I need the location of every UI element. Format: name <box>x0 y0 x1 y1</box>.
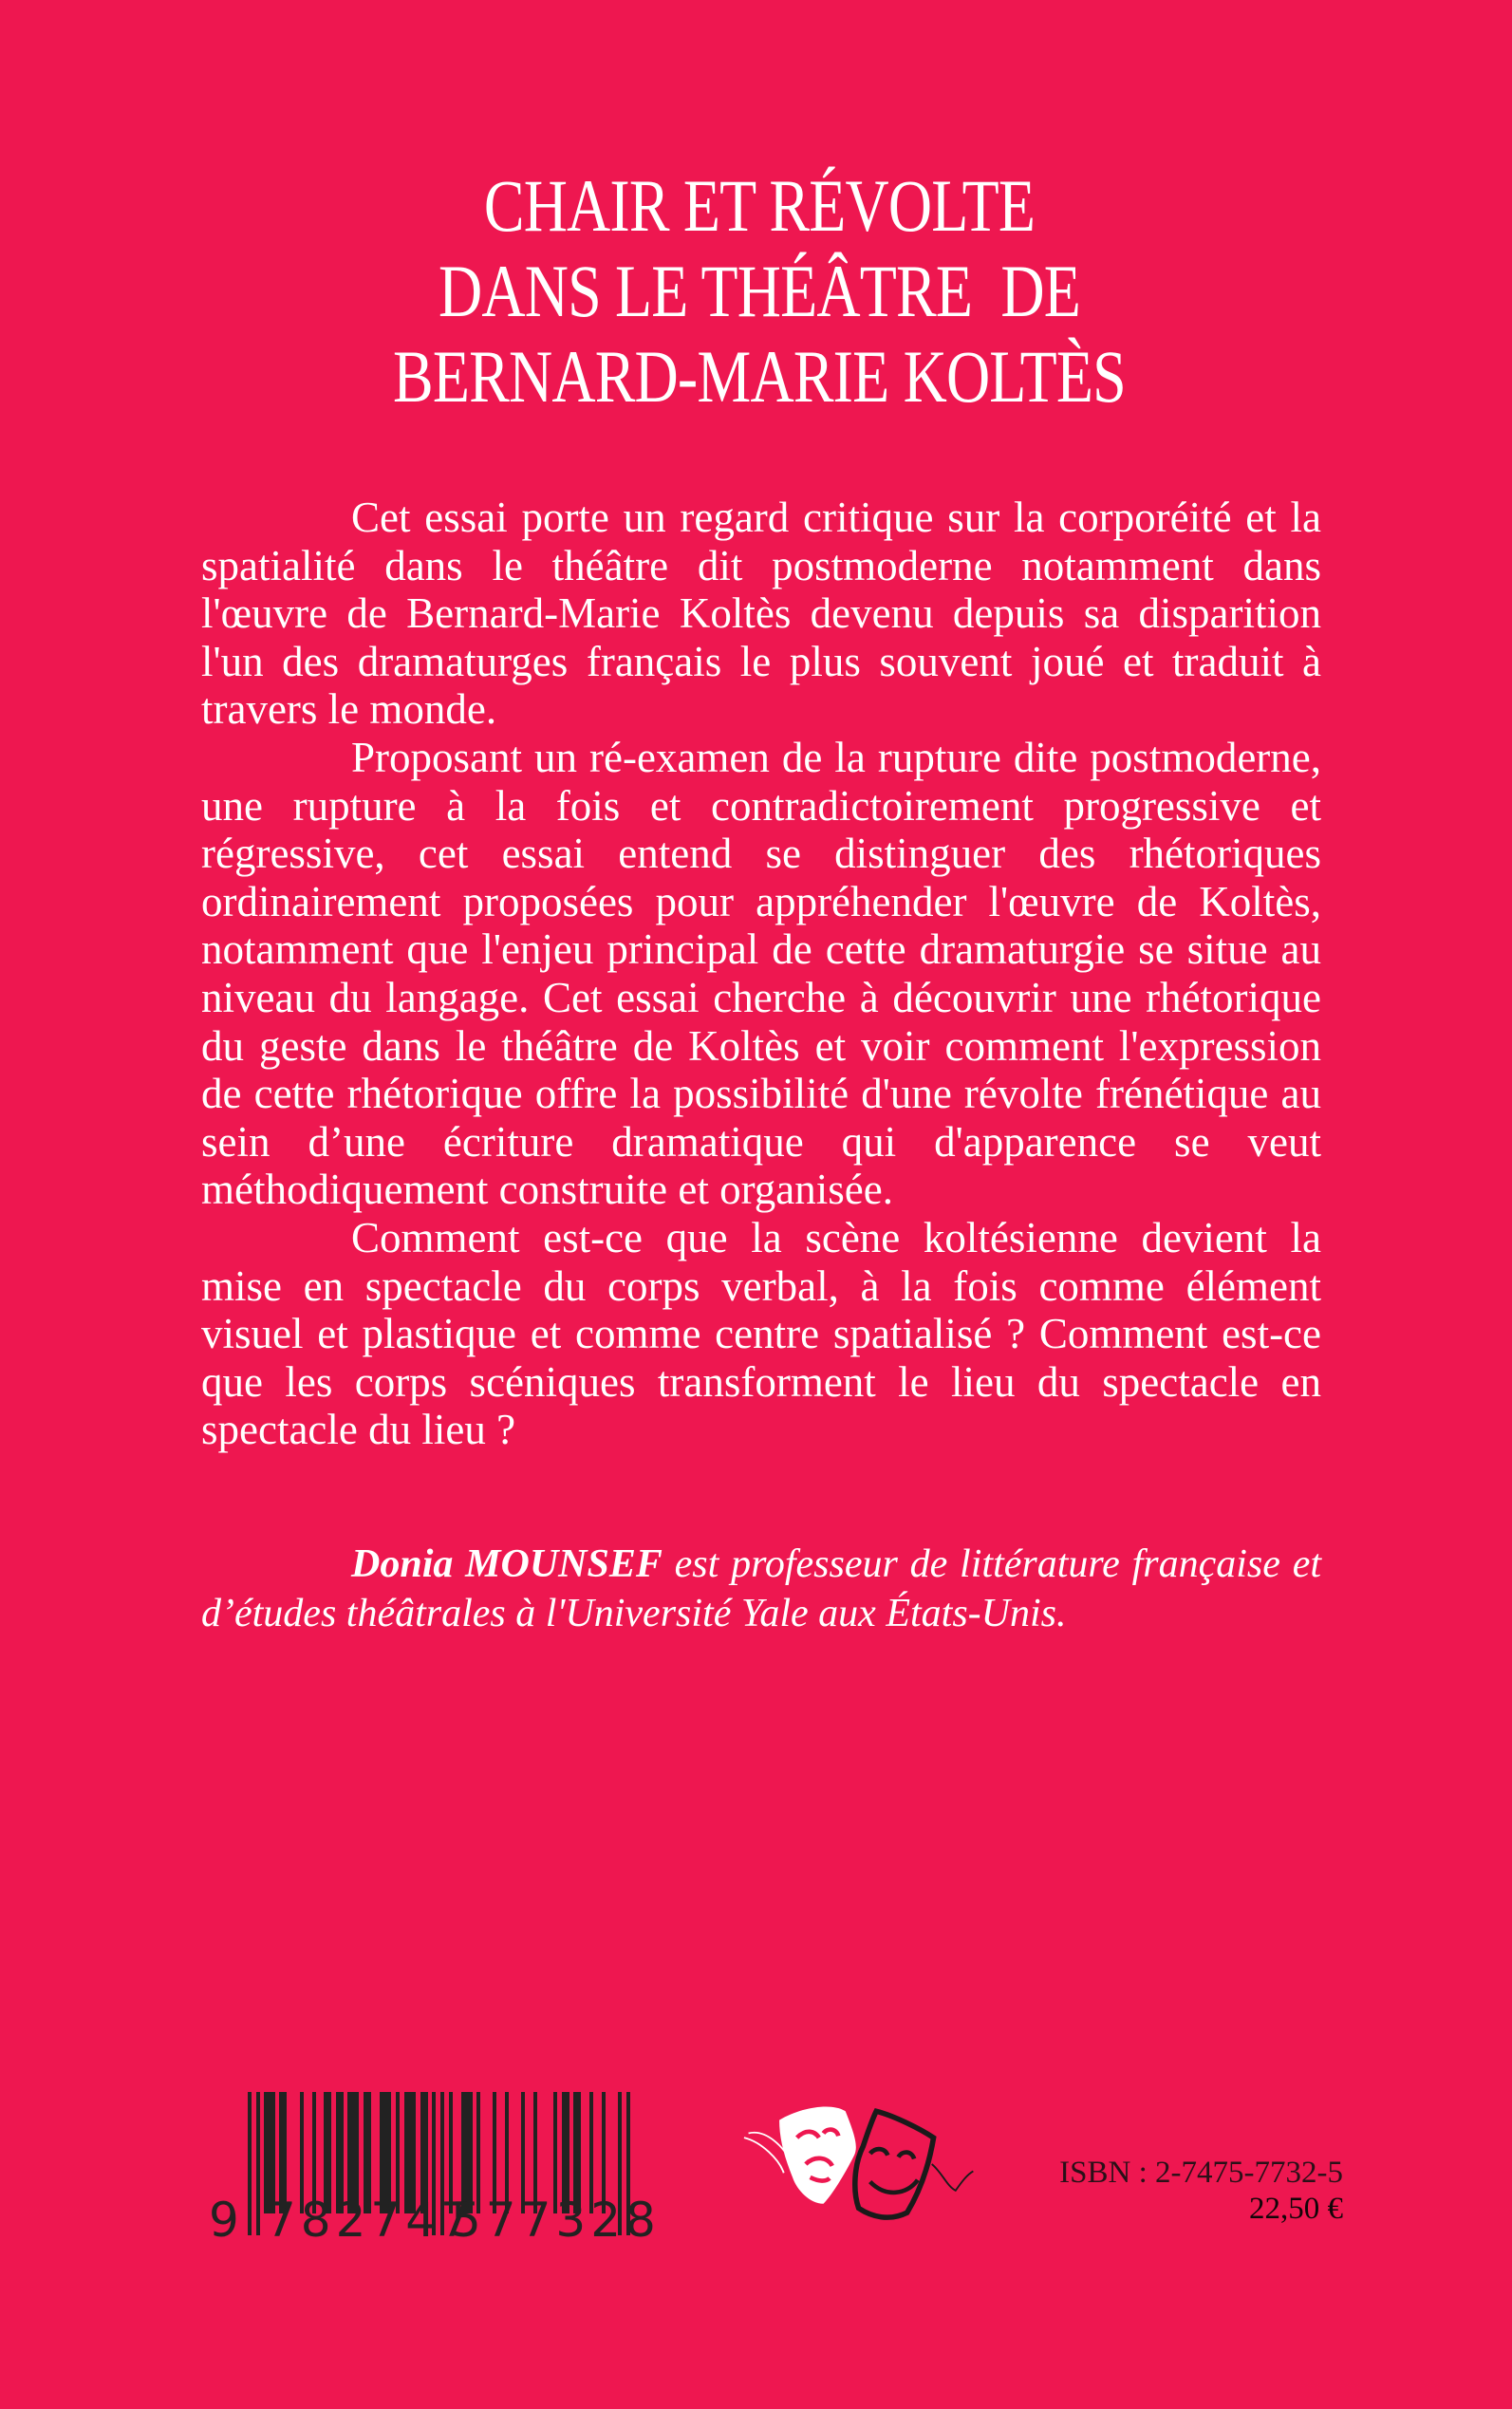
barcode-right-digits: 577328 <box>451 2193 661 2248</box>
blurb-paragraph-2: Proposant un ré-examen de la rupture dite postmoderne, une rupture à la fois et contradictoirement progressive et régressive, cet essai entend se distinguer des rhétoriques ordinairement proposées pour appréhender l'œuvre de Koltès, notamment que l'enjeu principal de cette dramaturgie se situe au niveau du langage. Cet essai cherche à découvrir une rhétorique du geste dans le théâtre de Koltès et voir comment l'expression de cette rhétorique offre la possibilité d'une révolte frénétique au sein d’une écriture dramatique qui d'apparence se veut méthodiquement construite et organisée. <box>201 733 1321 1214</box>
blurb <box>201 494 1321 1454</box>
price: 22,50 € <box>1249 2192 1343 2226</box>
title-line-3: BERNARD-MARIE KOLTÈS <box>393 335 1126 418</box>
author-name: Donia MOUNSEF <box>351 1542 663 1586</box>
author-description: est professeur de littérature française et d’études théâtrales à l'Université Yale aux États-Unis. <box>201 1542 1321 1635</box>
theater-masks-icon <box>731 2093 978 2235</box>
barcode-lead-digit: 9 <box>209 2193 244 2248</box>
isbn-number: ISBN : 2-7475-7732-5 <box>1059 2156 1343 2190</box>
blurb-paragraph-1: Cet essai porte un regard critique sur la corporéité et la spatialité dans le théâtre dit postmoderne notamment dans l'œuvre de Bernard-Marie Koltès devenu depuis sa disparition l'un des dramaturges français le plus souvent joué et traduit à travers le monde. <box>201 494 1321 734</box>
barcode-left-digits: 782747 <box>266 2193 476 2248</box>
author-bio <box>201 1540 1321 1638</box>
blurb-paragraph-3: Comment est-ce que la scène koltésienne devient la mise en spectacle du corps verbal, à la fois comme élément visuel et plastique et comme centre spatialisé ? Comment est-ce que les corps scéniques transforment le lieu du spectacle en spectacle du lieu ? <box>201 1213 1321 1454</box>
book-title <box>370 163 1148 420</box>
title-line-1: CHAIR ET RÉVOLTE <box>483 164 1036 247</box>
barcode-digits <box>209 2193 664 2250</box>
isbn-block <box>1059 2155 1343 2227</box>
title-line-2: DANS LE THÉÂTRE DE <box>438 250 1081 332</box>
